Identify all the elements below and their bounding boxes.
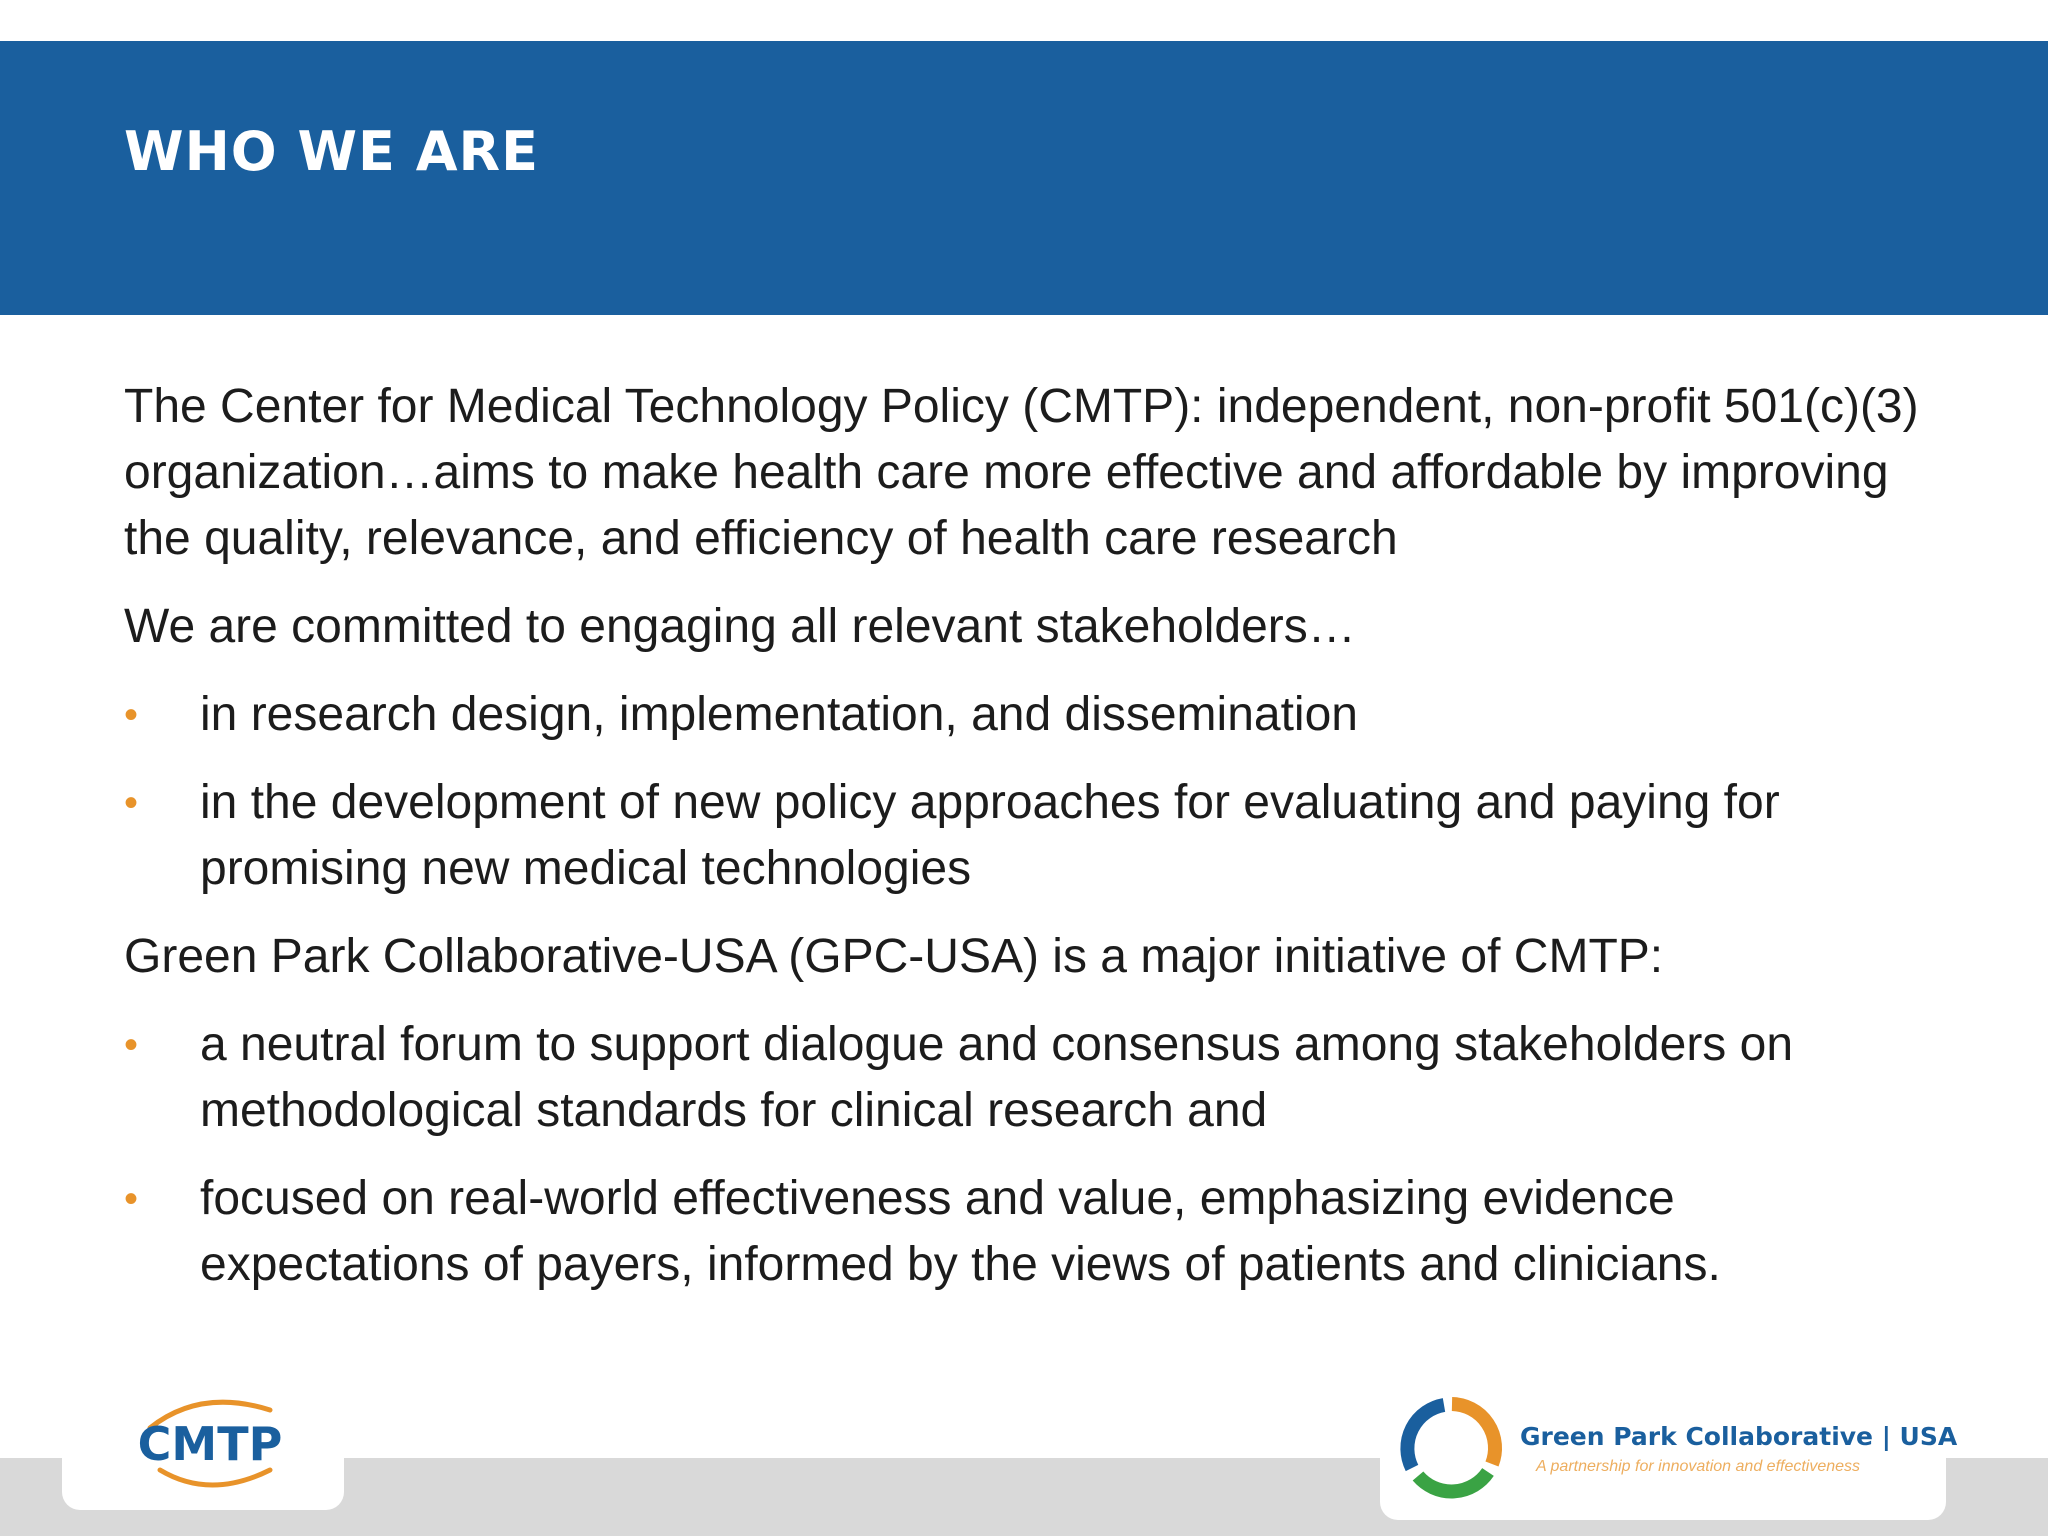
bullet-text: focused on real-world effectiveness and value, emphasizing evidence expectations of payers, informed by the views of patients and clinicians. bbox=[200, 1172, 1721, 1291]
cmtp-logo-text: CMTP bbox=[137, 1417, 283, 1471]
bullet-text: in research design, implementation, and dissemination bbox=[200, 688, 1358, 741]
intro-paragraph: The Center for Medical Technology Policy (CMTP): independent, non-profit 501(c)(3) organization…aims to make health care more effective and affordable by improving the quality, relevance, and efficiency of health care research bbox=[124, 380, 1919, 565]
list-item bbox=[124, 770, 1944, 902]
bullet-icon: • bbox=[124, 1023, 139, 1067]
gpc-ring-icon bbox=[1396, 1392, 1508, 1504]
list-item bbox=[124, 1012, 1944, 1144]
gpc-logo-tagline: A partnership for innovation and effectiveness bbox=[1536, 1458, 1861, 1475]
list-item bbox=[124, 682, 1944, 748]
bullet-text: in the development of new policy approaches for evaluating and paying for promising new medical technologies bbox=[200, 776, 1780, 895]
gpc-logo-name: Green Park Collaborative | USA bbox=[1520, 1422, 1958, 1451]
bullet-text: a neutral forum to support dialogue and consensus among stakeholders on methodological standards for clinical research and bbox=[200, 1018, 1794, 1137]
bullet-icon: • bbox=[124, 1177, 139, 1221]
bullet-icon: • bbox=[124, 693, 139, 737]
cmtp-logo bbox=[120, 1388, 300, 1500]
list-item bbox=[124, 1166, 1944, 1298]
slide-title: WHO WE ARE bbox=[124, 120, 539, 183]
bullet-icon: • bbox=[124, 781, 139, 825]
gpc-paragraph: Green Park Collaborative-USA (GPC-USA) is a major initiative of CMTP: bbox=[124, 930, 1664, 983]
slide-body bbox=[124, 374, 1944, 1320]
commitment-paragraph: We are committed to engaging all relevant stakeholders… bbox=[124, 600, 1356, 653]
